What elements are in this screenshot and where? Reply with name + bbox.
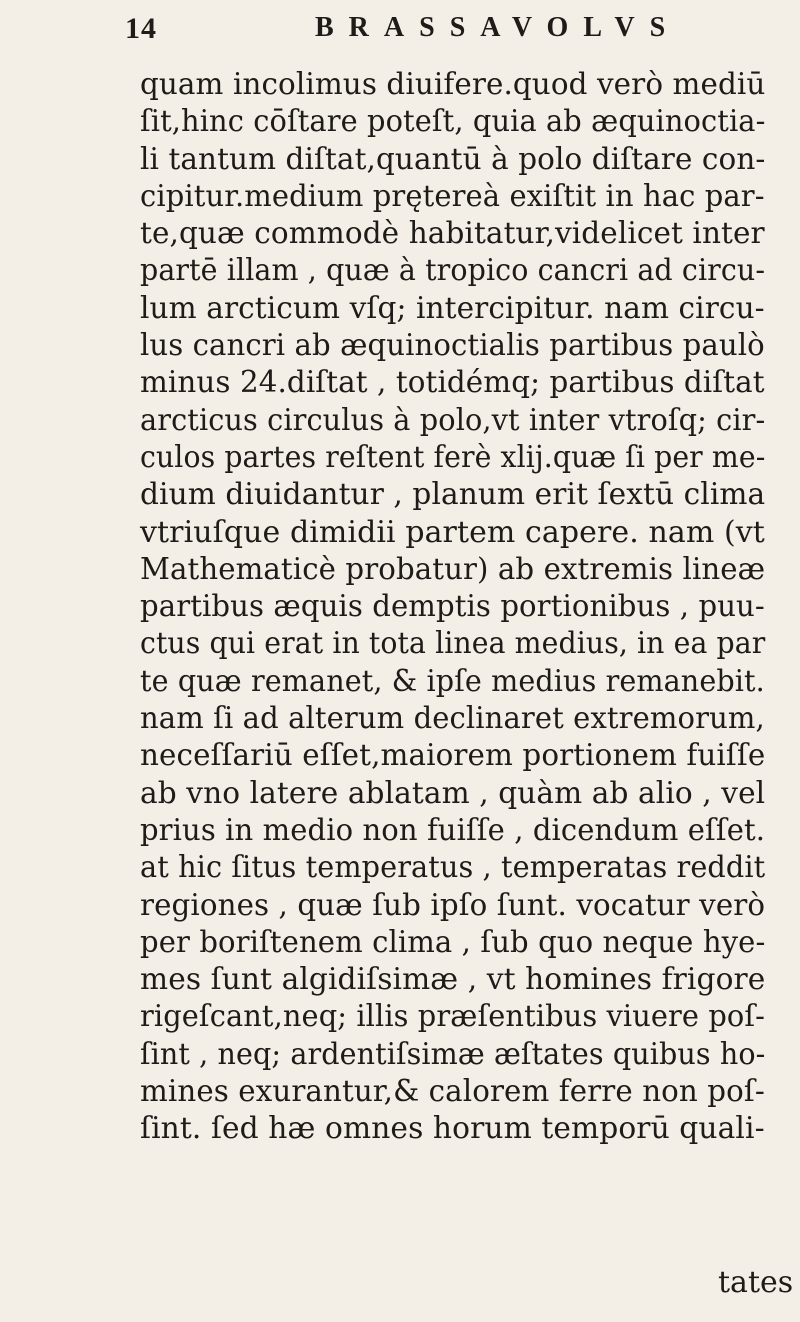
text-line: per boriſtenem clima , ſub quo neque hye- bbox=[140, 924, 766, 960]
text-line: neceſſariū eſſet,maiorem portionem fuiſſe bbox=[140, 738, 766, 774]
page-number: 14 bbox=[125, 12, 157, 45]
text-line: lum arcticum vſq; intercipitur. nam circu- bbox=[140, 290, 765, 326]
catchword: tates bbox=[718, 1265, 794, 1300]
text-line: minus 24.diſtat , totidémq; partibus diſtat bbox=[140, 365, 765, 401]
text-line: lus cancri ab æquinoctialis partibus paulò bbox=[140, 328, 765, 364]
text-line: partē illam , quæ à tropico cancri ad circu- bbox=[140, 253, 766, 289]
text-line: nam ſi ad alterum declinaret extremorum, bbox=[140, 701, 765, 737]
text-line: quam incolimus diuifere.quod verò mediū bbox=[140, 67, 766, 102]
text-line: Mathematicè probatur) ab extremis lineæ bbox=[140, 551, 766, 587]
text-line: mines exurantur,& calorem ferre non poſ- bbox=[140, 1074, 765, 1110]
text-line: rigeſcant,neq; illis præſentibus viuere poſ- bbox=[140, 999, 765, 1035]
text-line: at hic ſitus temperatus , temperatas reddit bbox=[140, 850, 766, 886]
text-line: li tantum diſtat,quantū à polo diſtare con- bbox=[140, 141, 766, 177]
text-line: prius in medio non fuiſſe , dicendum eſſet. bbox=[140, 812, 766, 848]
text-line: te quæ remanet, & ipſe medius remanebit. bbox=[140, 663, 765, 699]
page-header bbox=[125, 8, 765, 56]
running-head: BRASSAVOLVS bbox=[315, 12, 681, 43]
text-line: ſit,hinc cōſtare poteſt, quia ab æquinoctia- bbox=[140, 104, 766, 140]
text-line: regiones , quæ ſub ipſo ſunt. vocatur verò bbox=[140, 887, 766, 923]
text-line: partibus æquis demptis portionibus , puu- bbox=[140, 589, 765, 625]
text-line: ſint. ſed hæ omnes horum temporū quali- bbox=[140, 1111, 765, 1147]
text-line: ab vno latere ablatam , quàm ab alio , vel bbox=[140, 775, 766, 811]
text-line: ctus qui erat in tota linea medius, in ea par bbox=[140, 626, 766, 662]
text-line: mes ſunt algidiſsimæ , vt homines frigore bbox=[140, 962, 766, 998]
text-line: arcticus circulus à polo,vt inter vtroſq; cir- bbox=[140, 402, 766, 438]
text-line: vtriuſque dimidii partem capere. nam (vt bbox=[140, 514, 765, 550]
text-line: ſint , neq; ardentiſsimæ æſtates quibus ho- bbox=[140, 1036, 766, 1072]
body-text bbox=[140, 66, 765, 1148]
text-line: culos partes reſtent ferè xlij.quæ ſi per me- bbox=[140, 439, 766, 475]
text-line: cipitur.medium prętereà exiſtit in hac par- bbox=[140, 178, 765, 214]
text-line: dium diuidantur , planum erit ſextū clima bbox=[140, 477, 766, 513]
text-line: te,quæ commodè habitatur,videlicet inter bbox=[140, 216, 765, 252]
